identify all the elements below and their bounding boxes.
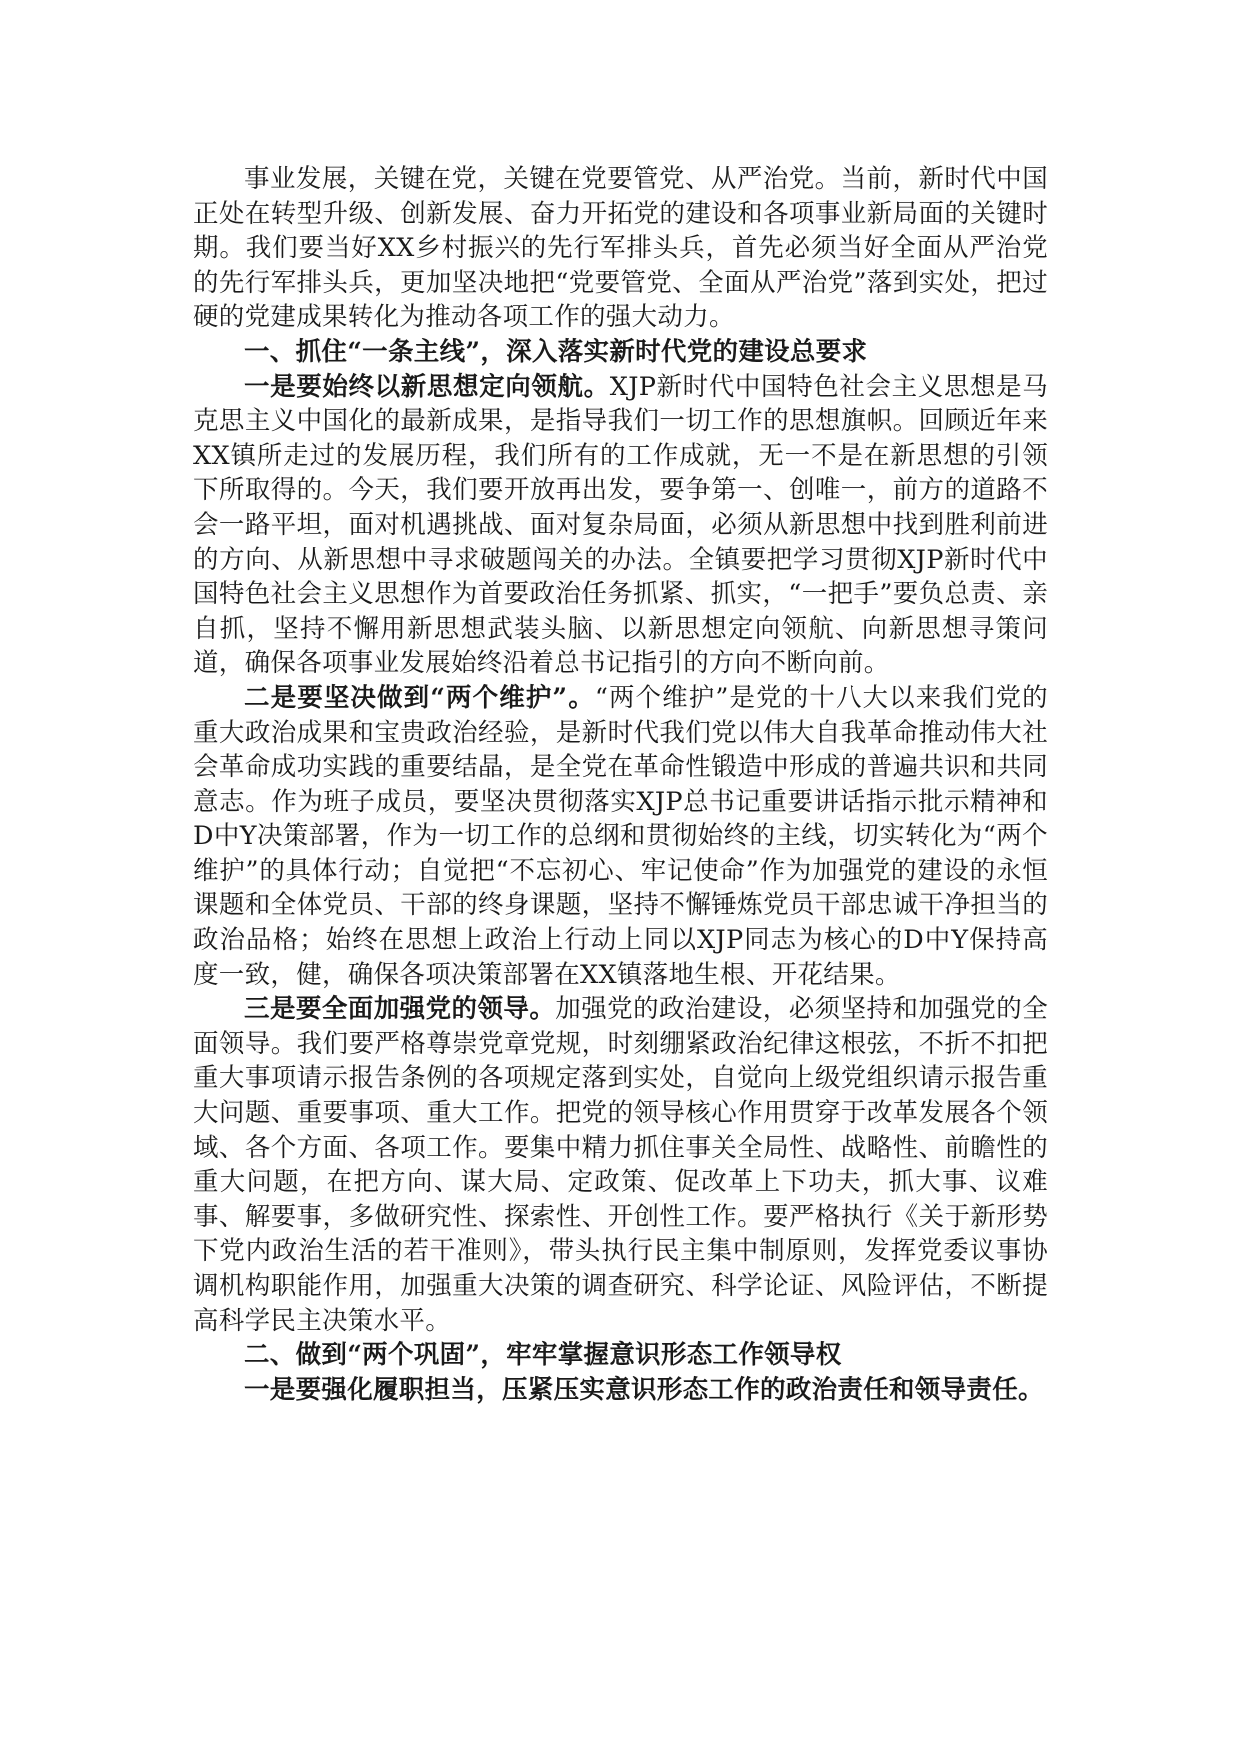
paragraph-lead: 一是要始终以新思想定向领航。 <box>244 371 610 402</box>
section-2-heading: 二、做到“两个巩固”，牢牢掌握意识形态工作领导权 <box>244 1340 842 1371</box>
paragraph-lead: 二是要坚决做到“两个维护”。 <box>244 682 595 713</box>
section-1-heading: 一、抓住“一条主线”，深入落实新时代党的建设总要求 <box>244 336 868 367</box>
paragraph-body: XJP新时代中国特色社会主义思想是马克思主义中国化的最新成果，是指导我们一切工作的思想旗帜。回顾近年来XX镇所走过的发展历程，我们所有的工作成就，无一不是在新思想的引领下所取得的。今天，我们要开放再出发，要争第一、创唯一，前方的道路不会一路平坦，面对机遇挑战、面对复杂局面，必须从新思想中找到胜利前进的方向、从新思想中寻求破题闯关的办法。全镇要把学习贯彻XJP新时代中国特色社会主义思想作为首要政治任务抓紧、抓实，“一把手”要负总责、亲自抓，坚持不懈用新思想武装头脑、以新思想定向领航、向新思想寻策问道，确保各项事业发展始终沿着总书记指引的方向不断向前。 <box>193 371 1049 679</box>
section-1-paragraph-1 <box>193 370 1048 681</box>
paragraph-body: “两个维护”是党的十八大以来我们党的重大政治成果和宝贵政治经验，是新时代我们党以伟大自我革命推动伟大社会革命成功实践的重要结晶，是全党在革命性锻造中形成的普遍共识和共同意志。作为班子成员，要坚决贯彻落实XJP总书记重要讲话指示批示精神和D中Y决策部署，作为一切工作的总纲和贯彻始终的主线，切实转化为“两个维护”的具体行动；自觉把“不忘初心、牢记使命”作为加强党的建设的永恒课题和全体党员、干部的终身课题，坚持不懈锤炼党员干部忠诚干净担当的政治品格；始终在思想上政治上行动上同以XJP同志为核心的D中Y保持高度一致，健，确保各项决策部署在XX镇落地生根、开花结果。 <box>193 682 1048 990</box>
paragraph-body: 加强党的政治建设，必须坚持和加强党的全面领导。我们要严格尊崇党章党规，时刻绷紧政治纪律这根弦，不折不扣把重大事项请示报告条例的各项规定落到实处，自觉向上级党组织请示报告重大问题、重要事项、重大工作。把党的领导核心作用贯穿于改革发展各个领域、各个方面、各项工作。要集中精力抓住事关全局性、战略性、前瞻性的重大问题，在把方向、谋大局、定政策、促改革上下功夫，抓大事、议难事、解要事，多做研究性、探索性、开创性工作。要严格执行《关于新形势下党内政治生活的若干准则》，带头执行民主集中制原则，发挥党委议事协调机构职能作用，加强重大决策的调查研究、科学论证、风险评估，不断提高科学民主决策水平。 <box>193 994 1048 1336</box>
paragraph-lead: 一是要强化履职担当，压紧压实意识形态工作的政治责任和领导责任。 <box>244 1374 1044 1405</box>
document-page <box>193 162 1048 1407</box>
intro-paragraph: 事业发展，关键在党，关键在党要管党、从严治党。当前，新时代中国正处在转型升级、创新发展、奋力开拓党的建设和各项事业新局面的关键时期。我们要当好XX乡村振兴的先行军排头兵，首先必须当好全面从严治党的先行军排头兵，更加坚决地把“党要管党、全面从严治党”落到实处，把过硬的党建成果转化为推动各项工作的强大动力。 <box>193 164 1048 333</box>
section-1-paragraph-3 <box>193 992 1048 1338</box>
paragraph-lead: 三是要全面加强党的领导。 <box>244 994 556 1025</box>
section-1-paragraph-2 <box>193 681 1048 992</box>
section-2-paragraph-1 <box>193 1373 1048 1408</box>
